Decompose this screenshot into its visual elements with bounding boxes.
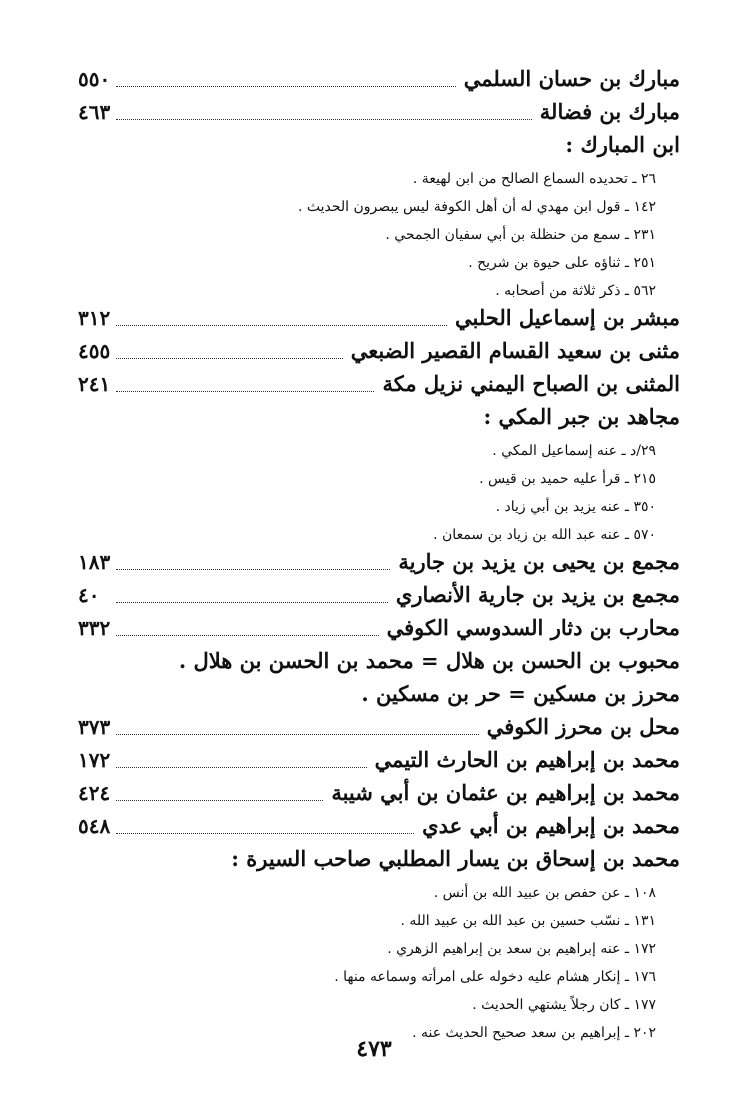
index-heading: مجاهد بن جبر المكي : <box>483 404 680 429</box>
sub-entry: ٣٥٠ ـ عنه يزيد بن أبي زياد . <box>495 499 656 515</box>
dot-leader <box>116 119 532 120</box>
sub-entry: ١٣١ ـ نسّب حسين بن عبد الله بن عبيد الله . <box>400 913 656 929</box>
index-entry <box>78 99 680 132</box>
sub-entry: ١٧٦ ـ إنكار هشام عليه دخوله على امرأته وسماعه منها . <box>334 969 656 985</box>
entry-name: محمد بن إبراهيم بن أبي عدي <box>422 813 680 838</box>
dot-leader <box>116 569 390 570</box>
index-page <box>78 66 680 1047</box>
sub-entry: ٢٠٢ ـ إبراهيم بن سعد صحيح الحديث عنه . <box>412 1025 656 1041</box>
entry-name: مبشر بن إسماعيل الحلبي <box>455 305 680 330</box>
sub-entry: ٢٥١ ـ ثناؤه على حيوة بن شريح . <box>468 255 656 271</box>
entry-name: مجمع بن يحيى بن يزيد بن جارية <box>398 549 680 574</box>
dot-leader <box>116 800 323 801</box>
index-entry <box>78 66 680 99</box>
dot-leader <box>116 833 414 834</box>
dot-leader <box>116 325 447 326</box>
index-entry <box>78 747 680 780</box>
entry-page-number: ٣٧٣ <box>78 715 111 739</box>
entry-name: محارب بن دثار السدوسي الكوفي <box>386 615 680 640</box>
dot-leader <box>116 391 374 392</box>
dot-leader <box>116 734 479 735</box>
sub-entry: ٥٧٠ ـ عنه عبد الله بن زياد بن سمعان . <box>433 527 656 543</box>
entry-name: المثنى بن الصباح اليمني نزيل مكة <box>382 371 680 396</box>
index-entry <box>78 615 680 648</box>
sub-entry: ٢١٥ ـ قرأ عليه حميد بن قيس . <box>479 471 656 487</box>
dot-leader <box>116 635 379 636</box>
entry-name: مبارك بن فضالة <box>539 99 680 124</box>
entry-name: مجمع بن يزيد بن جارية الأنصاري <box>395 582 680 607</box>
index-entry <box>78 371 680 404</box>
sub-entry: ١٧٧ ـ كان رجلاً يشتهي الحديث . <box>472 997 656 1013</box>
dot-leader <box>116 86 456 87</box>
entry-page-number: ٤٢٤ <box>78 781 111 805</box>
sub-entry: ١٠٨ ـ عن حفص بن عبيد الله بن أنس . <box>433 885 656 901</box>
entry-page-number: ٣١٢ <box>78 306 111 330</box>
entry-page-number: ٥٤٨ <box>78 814 111 838</box>
entry-page-number: ٥٥٠ <box>78 67 111 91</box>
entry-page-number: ١٧٢ <box>78 748 111 772</box>
entry-name: محمد بن إبراهيم بن عثمان بن أبي شيبة <box>331 780 680 805</box>
dot-leader <box>116 602 388 603</box>
index-entry <box>78 549 680 582</box>
sub-entry: ٢٣١ ـ سمع من حنظلة بن أبي سفيان الجمحي . <box>385 227 656 243</box>
entry-page-number: ٤٥٥ <box>78 339 111 363</box>
index-heading: محرز بن مسكين = حر بن مسكين . <box>361 681 680 706</box>
sub-entry: ٥٦٢ ـ ذكر ثلاثة من أصحابه . <box>495 283 656 299</box>
dot-leader <box>116 767 367 768</box>
entry-name: محمد بن إبراهيم بن الحارث التيمي <box>374 747 680 772</box>
index-heading: ابن المبارك : <box>565 132 680 157</box>
index-heading: محمد بن إسحاق بن يسار المطلبي صاحب السيرة : <box>231 846 680 871</box>
entry-name: محل بن محرز الكوفي <box>486 714 680 739</box>
entry-page-number: ١٨٣ <box>78 550 111 574</box>
index-entry <box>78 813 680 846</box>
entry-page-number: ٤٠ <box>78 583 100 607</box>
entry-page-number: ٢٤١ <box>78 372 111 396</box>
sub-entry: ١٧٢ ـ عنه إبراهيم بن سعد بن إبراهيم الزهري . <box>387 941 656 957</box>
sub-entry: ٢٩/د ـ عنه إسماعيل المكي . <box>492 443 656 459</box>
entry-name: مبارك بن حسان السلمي <box>463 66 680 91</box>
page-number: ٤٧٣ <box>356 1036 392 1062</box>
index-entry <box>78 780 680 813</box>
index-heading: محبوب بن الحسن بن هلال = محمد بن الحسن بن هلال . <box>178 648 680 673</box>
index-entry <box>78 582 680 615</box>
entry-page-number: ٤٦٣ <box>78 100 111 124</box>
sub-entry: ٢٦ ـ تحديده السماع الصالح من ابن لهيعة . <box>412 171 656 187</box>
index-entry <box>78 714 680 747</box>
sub-entry: ١٤٢ ـ قول ابن مهدي له أن أهل الكوفة ليس يبصرون الحديث . <box>297 199 656 215</box>
dot-leader <box>116 358 343 359</box>
entry-name: مثنى بن سعيد القسام القصير الضبعي <box>350 338 680 363</box>
index-entry <box>78 338 680 371</box>
entry-page-number: ٣٣٢ <box>78 616 111 640</box>
index-entry <box>78 305 680 338</box>
